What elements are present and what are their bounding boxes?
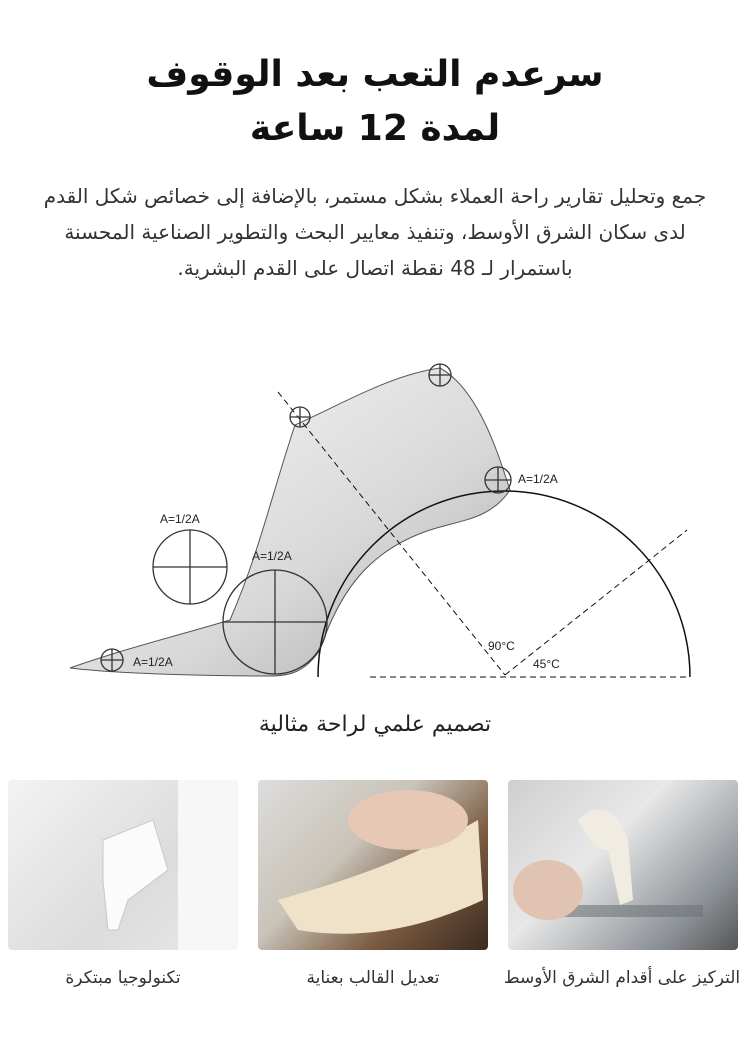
angle-90-label: 90°C — [488, 639, 515, 653]
shoe-last-diagram — [60, 350, 700, 690]
axis-45 — [505, 530, 687, 675]
label-toe: A=1/2A — [133, 655, 173, 669]
caption-last-adjustment: تعديل القالب بعناية — [306, 968, 440, 988]
feature-image-last-adjustment — [258, 780, 488, 950]
label-side: A=1/2A — [160, 512, 200, 526]
label-heel: A=1/2A — [518, 472, 558, 486]
caption-middle-east-feet: التركيز على أقدام الشرق الأوسط — [503, 968, 741, 988]
title-line-2: لمدة 12 ساعة — [249, 108, 501, 149]
description: جمع وتحليل تقارير راحة العملاء بشكل مستمر، بالإضافة إلى خصائص شكل القدم لدى سكان الشرق الأوسط، وتنفيذ معايير البحث والتطوير الصناعية المحسنة باستمرار لـ 48 نقطة اتصال على القدم البشرية. — [43, 184, 707, 280]
title-line-1: سرعدم التعب بعد الوقوف — [146, 54, 604, 95]
section-title: تصميم علمي لراحة مثالية — [258, 712, 492, 737]
label-ball: A=1/2A — [252, 549, 292, 563]
feature-image-middle-east-feet — [508, 780, 738, 950]
caption-innovative-tech: تكنولوجيا مبتكرة — [65, 968, 181, 988]
page-title — [0, 48, 750, 156]
feature-image-innovative-tech — [8, 780, 238, 950]
angle-45-label: 45°C — [533, 657, 560, 671]
